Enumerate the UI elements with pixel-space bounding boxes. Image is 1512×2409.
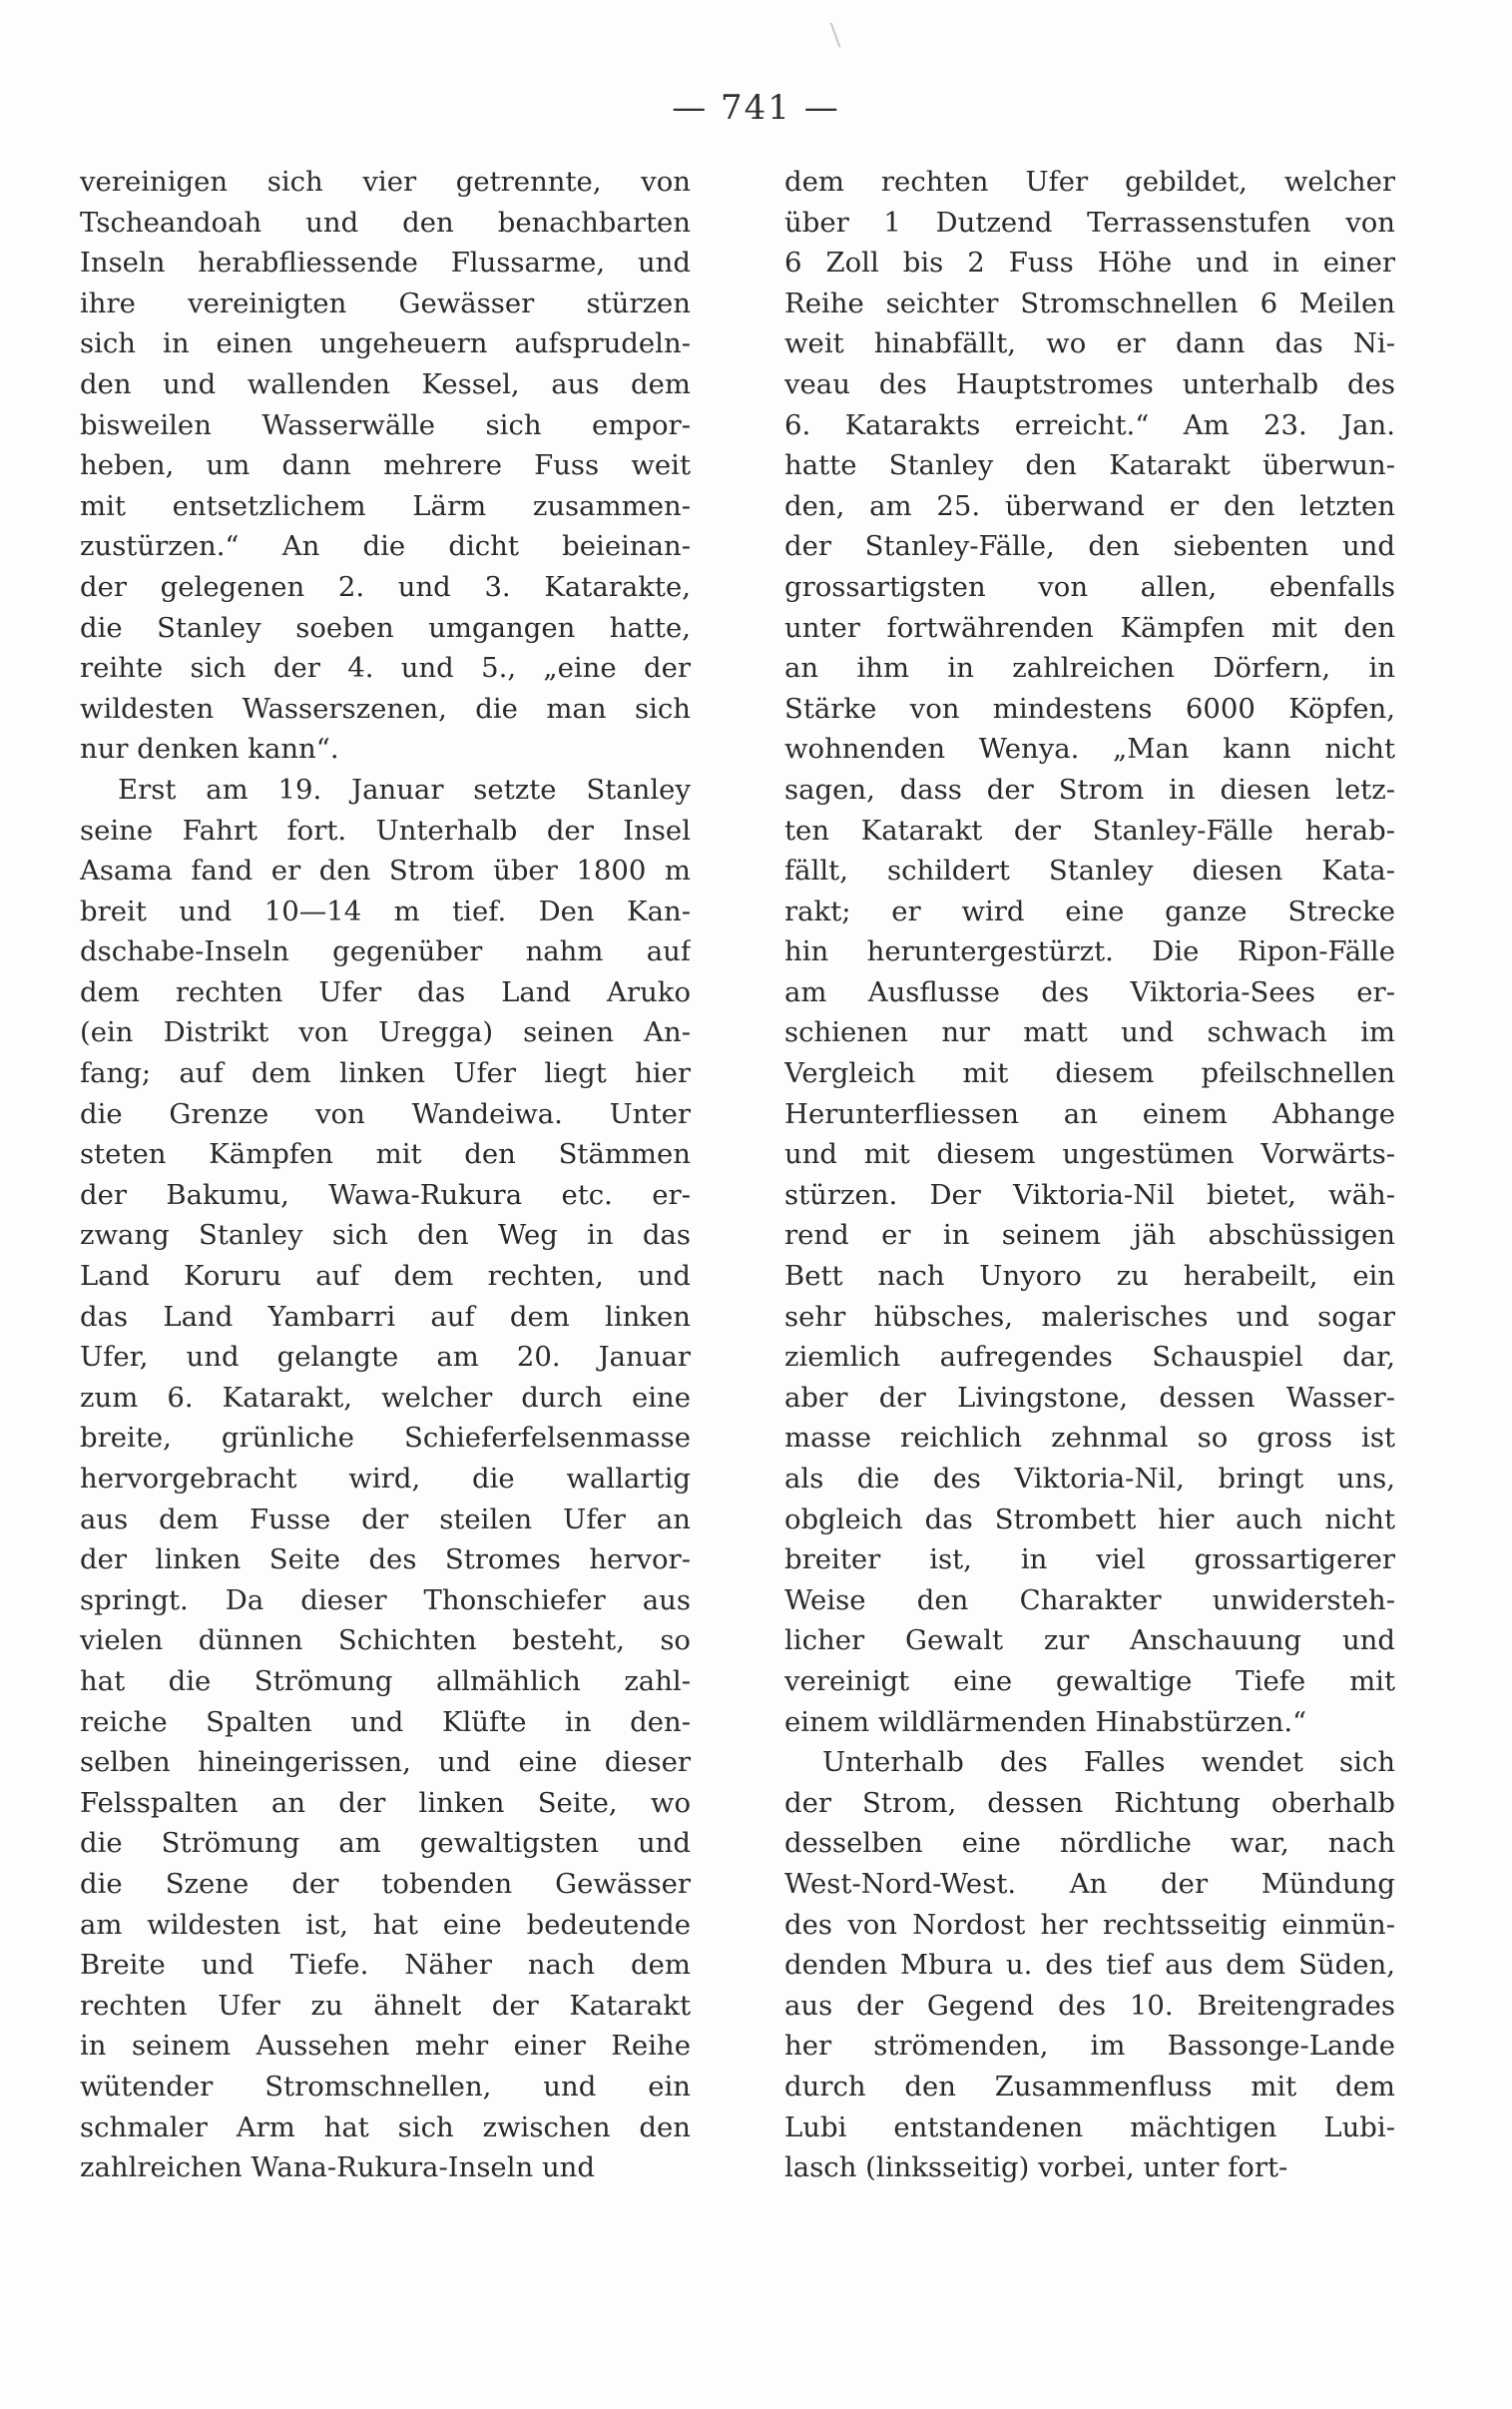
right-column-line: denden Mbura u. des tief aus dem Süden, (784, 1949, 1395, 1982)
right-column-line: Stärke von mindestens 6000 Köpfen, (784, 692, 1395, 725)
left-column-line: den und wallenden Kessel, aus dem (80, 367, 691, 400)
right-column-line: Lubi entstandenen mächtigen Lubi- (784, 2110, 1395, 2143)
right-column-line: licher Gewalt zur Anschauung und (784, 1624, 1395, 1657)
right-column-line: einem wildlärmenden Hinabstürzen.“ (784, 1705, 1307, 1738)
right-column-line: breiter ist, in viel grossartigerer (784, 1543, 1395, 1576)
left-column-line: Felsspalten an der linken Seite, wo (80, 1786, 691, 1819)
right-column-line: Unterhalb des Falles wendet sich (822, 1746, 1395, 1779)
right-column-line: 6. Katarakts erreicht.“ Am 23. Jan. (784, 408, 1395, 441)
left-column-line: Erst am 19. Januar setzte Stanley (118, 773, 691, 806)
right-column-line: wohnenden Wenya. „Man kann nicht (784, 733, 1395, 766)
left-column-line: breite, grünliche Schieferfelsenmasse (80, 1422, 691, 1455)
left-column (80, 162, 691, 2188)
left-column-line: springt. Da dieser Thonschiefer aus (80, 1583, 691, 1616)
left-column-line: seine Fahrt fort. Unterhalb der Insel (80, 814, 691, 847)
left-column-line: dschabe-Inseln gegenüber nahm auf (80, 935, 691, 968)
left-column-line: hat die Strömung allmählich zahl- (80, 1664, 691, 1697)
right-column-line: aus der Gegend des 10. Breitengrades (784, 1989, 1395, 2022)
right-column-line: fällt, schildert Stanley diesen Kata- (784, 855, 1395, 888)
left-column-line: vereinigen sich vier getrennte, von (80, 166, 691, 198)
right-column-line: sagen, dass der Strom in diesen letz- (784, 773, 1395, 806)
left-column-line: hervorgebracht wird, die wallartig (80, 1463, 691, 1495)
left-column-line: wildesten Wasserszenen, die man sich (80, 692, 691, 725)
left-column-line: steten Kämpfen mit den Stämmen (80, 1138, 691, 1171)
right-column-line: ziemlich aufregendes Schauspiel dar, (784, 1341, 1395, 1374)
right-column-line: der Strom, dessen Richtung oberhalb (784, 1786, 1395, 1819)
right-column-line: durch den Zusammenfluss mit dem (784, 2070, 1395, 2103)
left-column-line: aus dem Fusse der steilen Ufer an (80, 1503, 691, 1535)
left-column-line: Inseln herabfliessende Flussarme, und (80, 247, 691, 280)
right-column-line: den, am 25. überwand er den letzten (784, 489, 1395, 522)
right-column-line: grossartigsten von allen, ebenfalls (784, 570, 1395, 603)
right-column-line: am Ausflusse des Viktoria-Sees er- (784, 975, 1395, 1008)
left-column-line: ihre vereinigten Gewässer stürzen (80, 287, 691, 319)
right-column-line: 6 Zoll bis 2 Fuss Höhe und in einer (784, 247, 1395, 280)
right-column-line: weit hinabfällt, wo er dann das Ni- (784, 327, 1395, 360)
left-column-line: nur denken kann“. (80, 733, 339, 766)
right-column-line: veau des Hauptstromes unterhalb des (784, 367, 1395, 400)
left-column-line: dem rechten Ufer das Land Aruko (80, 975, 691, 1008)
left-column-line: bisweilen Wasserwälle sich empor- (80, 408, 691, 441)
right-column-line: an ihm in zahlreichen Dörfern, in (784, 652, 1395, 685)
left-column-line: Breite und Tiefe. Näher nach dem (80, 1949, 691, 1982)
left-column-line: Asama fand er den Strom über 1800 m (80, 855, 691, 888)
right-column-line: obgleich das Strombett hier auch nicht (784, 1503, 1395, 1535)
left-column-line: zahlreichen Wana-Rukura-Inseln und (80, 2151, 595, 2184)
left-column-line: zustürzen.“ An die dicht beieinan- (80, 530, 691, 563)
right-column-line: dem rechten Ufer gebildet, welcher (784, 166, 1395, 198)
left-column-line: die Szene der tobenden Gewässer (80, 1867, 691, 1900)
right-column-line: sehr hübsches, malerisches und sogar (784, 1300, 1395, 1333)
left-column-line: Ufer, und gelangte am 20. Januar (80, 1341, 691, 1374)
right-column-line: unter fortwährenden Kämpfen mit den (784, 611, 1395, 644)
left-column-line: der linken Seite des Stromes hervor- (80, 1543, 691, 1576)
left-column-line: das Land Yambarri auf dem linken (80, 1300, 691, 1333)
left-column-line: (ein Distrikt von Uregga) seinen An- (80, 1016, 691, 1049)
left-column-line: mit entsetzlichem Lärm zusammen- (80, 489, 691, 522)
left-column-line: zwang Stanley sich den Weg in das (80, 1219, 691, 1252)
right-column-line: der Stanley-Fälle, den siebenten und (784, 530, 1395, 563)
left-column-line: heben, um dann mehrere Fuss weit (80, 449, 691, 482)
right-column-line: West-Nord-West. An der Mündung (784, 1867, 1395, 1900)
right-column-line: Reihe seichter Stromschnellen 6 Meilen (784, 287, 1395, 319)
left-column-line: zum 6. Katarakt, welcher durch eine (80, 1381, 691, 1414)
right-column-line: Bett nach Unyoro zu herabeilt, ein (784, 1260, 1395, 1293)
left-column-line: fang; auf dem linken Ufer liegt hier (80, 1057, 691, 1090)
right-column-line: und mit diesem ungestümen Vorwärts- (784, 1138, 1395, 1171)
left-column-line: die Strömung am gewaltigsten und (80, 1827, 691, 1860)
right-column-line: masse reichlich zehnmal so gross ist (784, 1422, 1395, 1455)
right-column-line: hatte Stanley den Katarakt überwun- (784, 449, 1395, 482)
left-column-line: am wildesten ist, hat eine bedeutende (80, 1908, 691, 1941)
left-column-line: reihte sich der 4. und 5., „eine der (80, 652, 691, 685)
left-column-line: die Grenze von Wandeiwa. Unter (80, 1097, 691, 1130)
right-column-line: Vergleich mit diesem pfeilschnellen (784, 1057, 1395, 1090)
right-column-line: Herunterfliessen an einem Abhange (784, 1097, 1395, 1130)
right-column-line: lasch (linksseitig) vorbei, unter fort- (784, 2151, 1288, 2184)
left-column-line: die Stanley soeben umgangen hatte, (80, 611, 691, 644)
right-column-line: hin heruntergestürzt. Die Ripon-Fälle (784, 935, 1395, 968)
page-number: — 741 — (672, 88, 840, 128)
right-column-line: stürzen. Der Viktoria-Nil bietet, wäh- (784, 1178, 1395, 1211)
left-column-line: selben hineingerissen, und eine dieser (80, 1746, 691, 1779)
right-column-line: desselben eine nördliche war, nach (784, 1827, 1395, 1860)
right-column-line: ten Katarakt der Stanley-Fälle herab- (784, 814, 1395, 847)
right-column-line: des von Nordost her rechtsseitig einmün- (784, 1908, 1395, 1941)
left-column-line: in seinem Aussehen mehr einer Reihe (80, 2030, 691, 2063)
left-column-line: wütender Stromschnellen, und ein (80, 2070, 691, 2103)
right-column-line: rakt; er wird eine ganze Strecke (784, 895, 1395, 927)
left-column-line: vielen dünnen Schichten besteht, so (80, 1624, 691, 1657)
left-column-line: Land Koruru auf dem rechten, und (80, 1260, 691, 1293)
right-column-line: Weise den Charakter unwidersteh- (784, 1583, 1395, 1616)
right-column-line: schienen nur matt und schwach im (784, 1016, 1395, 1049)
left-column-line: rechten Ufer zu ähnelt der Katarakt (80, 1989, 691, 2022)
right-column-line: als die des Viktoria-Nil, bringt uns, (784, 1463, 1395, 1495)
left-column-line: sich in einen ungeheuern aufsprudeln- (80, 327, 691, 360)
left-column-line: breit und 10—14 m tief. Den Kan- (80, 895, 691, 927)
left-column-line: der Bakumu, Wawa-Rukura etc. er- (80, 1178, 691, 1211)
right-column-line: her strömenden, im Bassonge-Lande (784, 2030, 1395, 2063)
right-column (784, 162, 1395, 2188)
left-column-line: Tscheandoah und den benachbarten (80, 206, 691, 239)
right-column-line: über 1 Dutzend Terrassenstufen von (784, 206, 1395, 239)
right-column-line: aber der Livingstone, dessen Wasser- (784, 1381, 1395, 1414)
stray-pencil-mark (830, 22, 841, 47)
left-column-line: reiche Spalten und Klüfte in den- (80, 1705, 691, 1738)
left-column-line: der gelegenen 2. und 3. Katarakte, (80, 570, 691, 603)
right-column-line: rend er in seinem jäh abschüssigen (784, 1219, 1395, 1252)
left-column-line: schmaler Arm hat sich zwischen den (80, 2110, 691, 2143)
right-column-line: vereinigt eine gewaltige Tiefe mit (784, 1664, 1395, 1697)
